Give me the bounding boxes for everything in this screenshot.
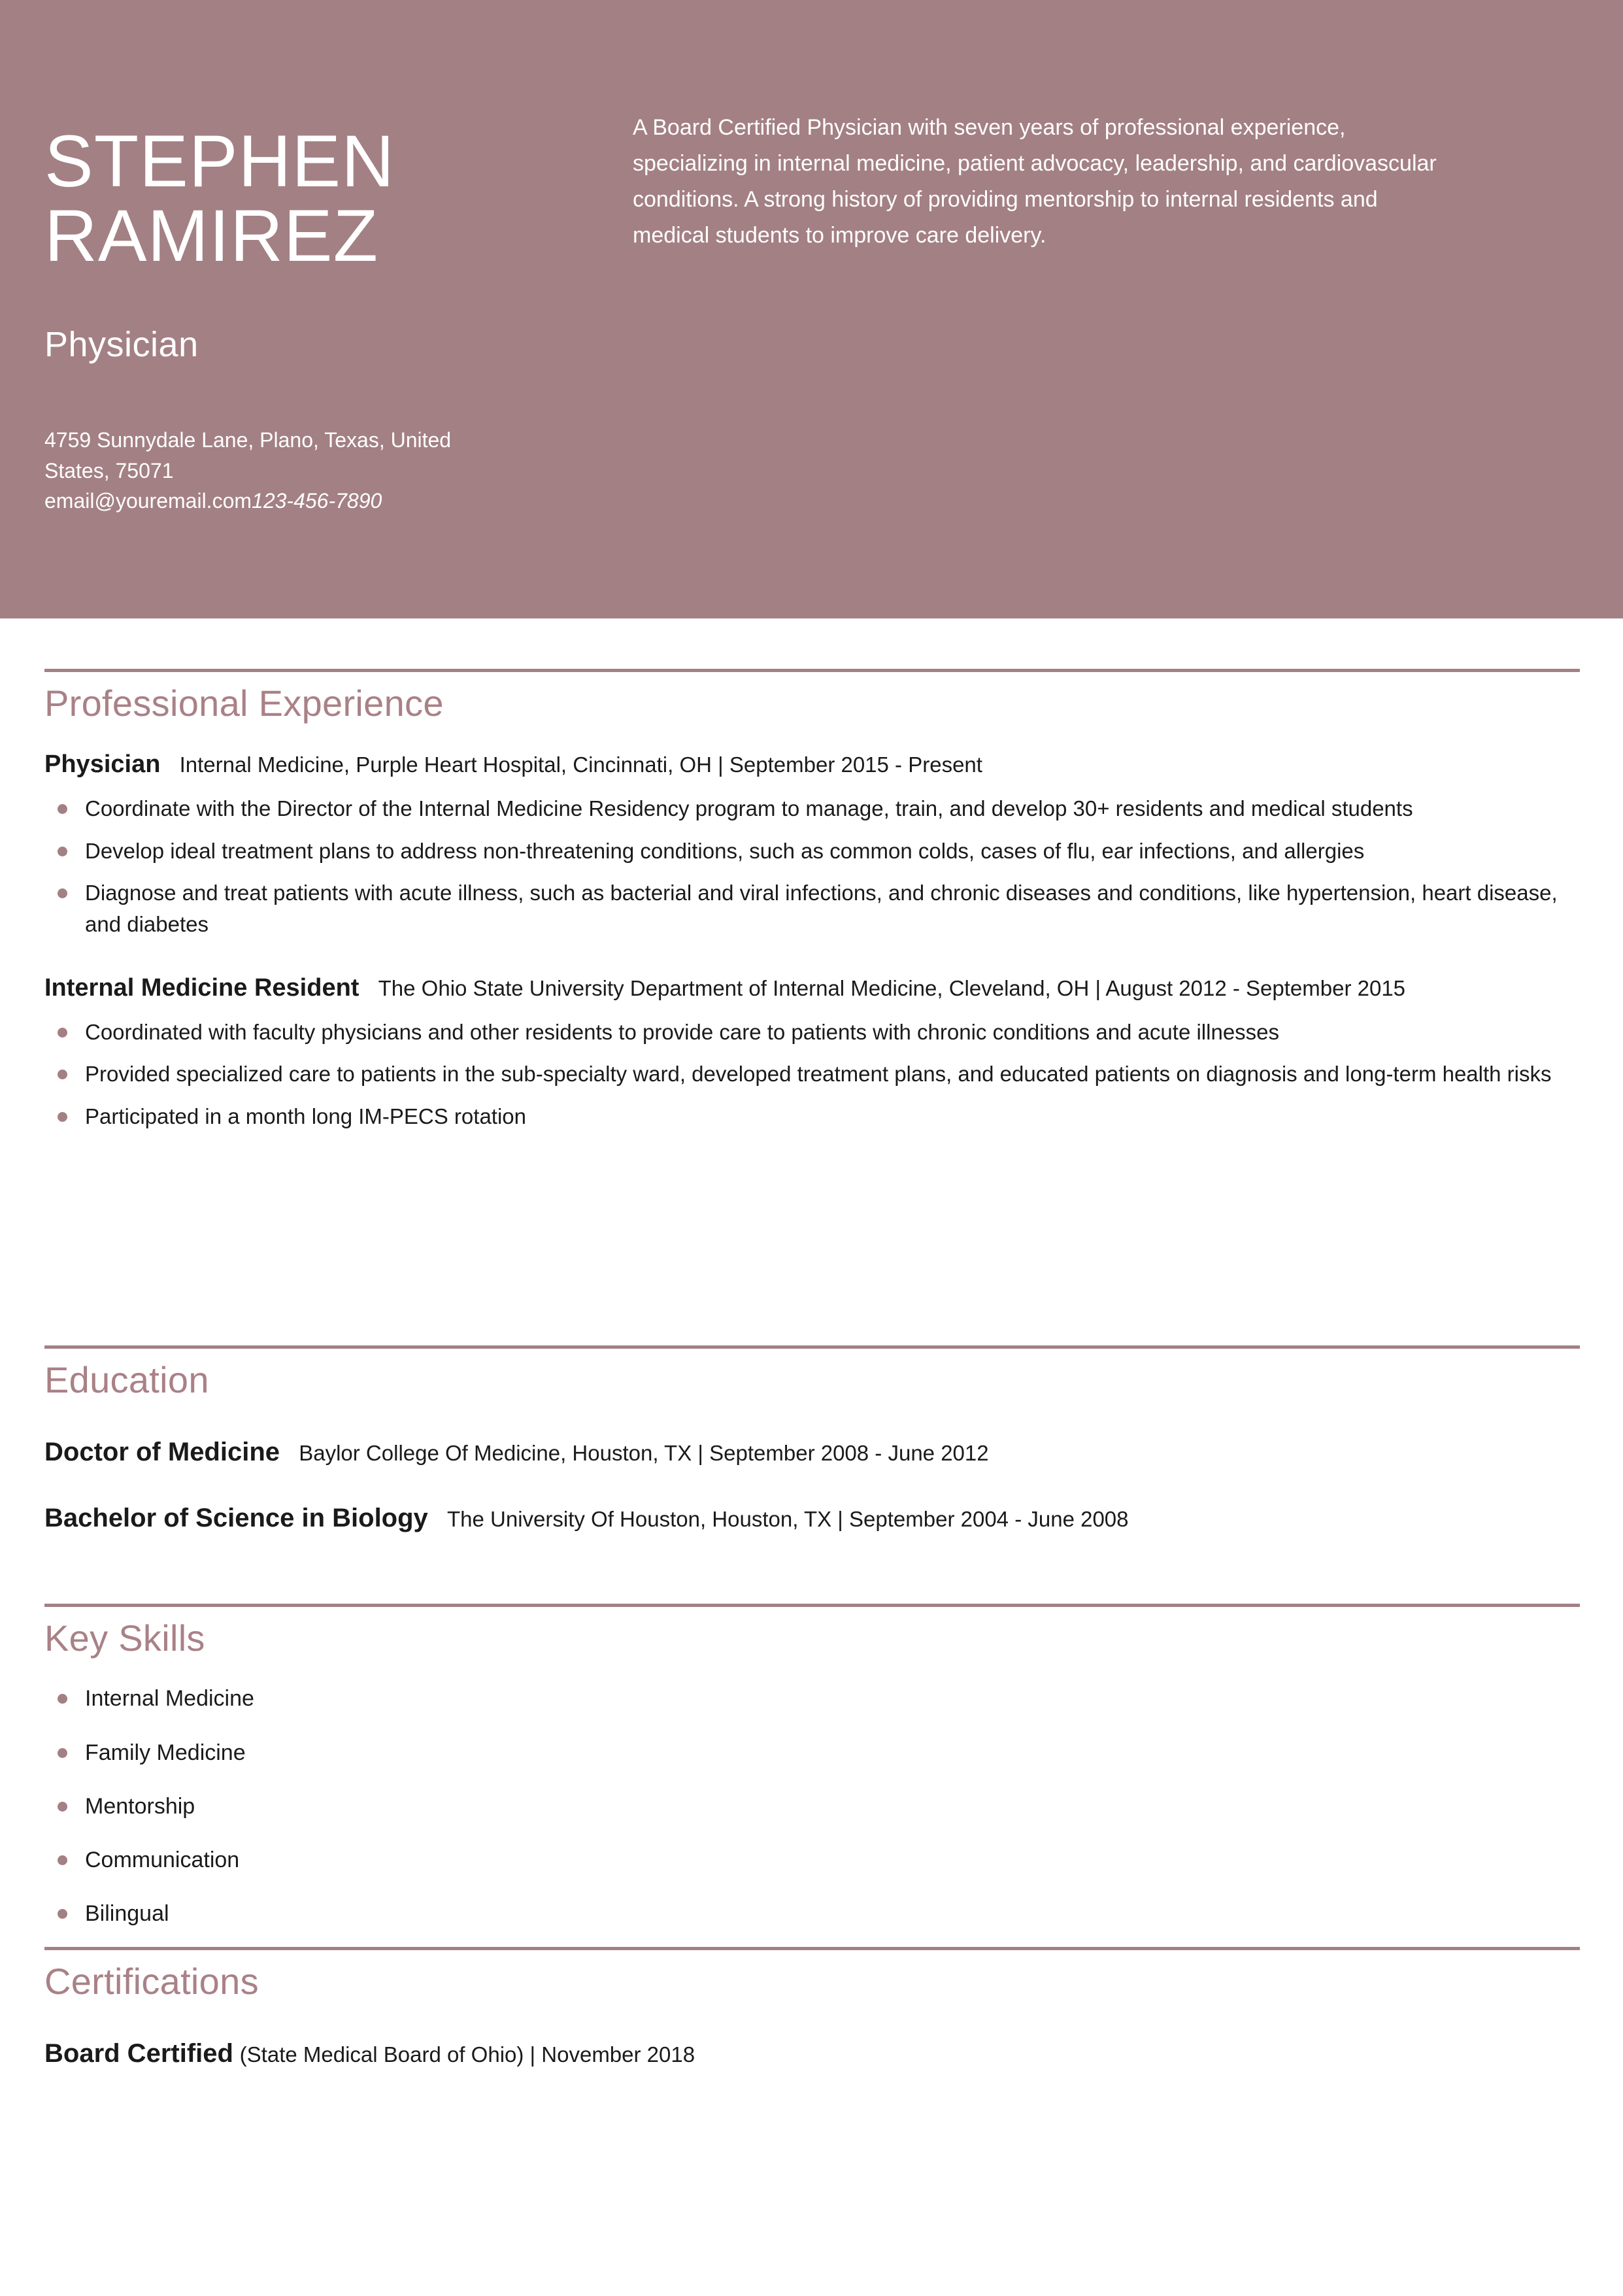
experience-meta: The Ohio State University Department of Internal Medicine, Cleveland, OH | August 2012 - September 2015 [378, 976, 1406, 1001]
experience-role: Internal Medicine Resident [44, 974, 360, 1002]
experience-bullet: Coordinated with faculty physicians and other residents to provide care to patients with chronic conditions and acute illnesses [44, 1017, 1580, 1048]
education-entry [44, 1438, 1580, 1467]
experience-bullet: Coordinate with the Director of the Internal Medicine Residency program to manage, train, and develop 30+ residents and medical students [44, 793, 1580, 824]
skill-item: Communication [44, 1846, 1580, 1874]
contact-block [44, 425, 515, 516]
certification-entry [44, 2039, 1580, 2068]
section-title-education: Education [44, 1359, 209, 1400]
education-entry [44, 1504, 1580, 1533]
first-name: STEPHEN [44, 120, 395, 202]
phone-text[interactable]: 123-456-7890 [252, 489, 382, 513]
section-title-experience: Professional Experience [44, 683, 444, 724]
candidate-job-title: Physician [44, 325, 199, 365]
certification-meta: (State Medical Board of Ohio) | November 2018 [239, 2042, 695, 2067]
summary-line: specializing in internal medicine, patient advocacy, leadership, and cardiovascular [633, 151, 1437, 177]
education-meta: The University Of Houston, Houston, TX | September 2004 - June 2008 [446, 1507, 1129, 1532]
experience-entry [44, 970, 1580, 1132]
summary-line: conditions. A strong history of providing mentorship to internal residents and [633, 187, 1378, 212]
experience-bullet: Participated in a month long IM-PECS rotation [44, 1101, 1580, 1132]
experience-bullet: Diagnose and treat patients with acute illness, such as bacterial and viral infections, and chronic diseases and conditions, like hypertension, heart disease, and diabetes [44, 877, 1580, 940]
experience-entry [44, 747, 1580, 940]
section-title-certifications: Certifications [44, 1961, 259, 2002]
section-divider [44, 1947, 1580, 1950]
header-identity-block [44, 120, 594, 516]
skill-item: Internal Medicine [44, 1684, 1580, 1713]
section-divider [44, 1604, 1580, 1607]
resume-header [0, 0, 1623, 618]
experience-bullet: Develop ideal treatment plans to address non-threatening conditions, such as common colds, cases of flu, ear infections, and allergies [44, 836, 1580, 867]
address-line-2: States, 75071 [44, 458, 174, 482]
experience-entry-header [44, 970, 1580, 1006]
candidate-name [44, 120, 594, 277]
email-text[interactable]: email@youremail.com [44, 489, 252, 513]
last-name: RAMIREZ [44, 195, 378, 277]
skill-item: Mentorship [44, 1792, 1580, 1821]
section-title-key-skills: Key Skills [44, 1617, 205, 1659]
summary-line: A Board Certified Physician with seven years of professional experience, [633, 115, 1346, 140]
skill-item: Bilingual [44, 1899, 1580, 1928]
education-degree: Bachelor of Science in Biology [44, 1504, 428, 1533]
section-divider [44, 1345, 1580, 1349]
experience-role: Physician [44, 751, 161, 779]
email-phone-line [44, 486, 515, 516]
experience-bullet: Provided specialized care to patients in the sub-specialty ward, developed treatment plans, and educated patients on diagnosis and long-term health risks [44, 1058, 1580, 1090]
experience-bullet-list [44, 1017, 1580, 1132]
experience-meta: Internal Medicine, Purple Heart Hospital, Cincinnati, OH | September 2015 - Present [179, 752, 982, 777]
skills-list [44, 1684, 1580, 1928]
section-key-skills [44, 1604, 1580, 1928]
skill-item: Family Medicine [44, 1738, 1580, 1767]
summary-line: medical students to improve care delivery. [633, 223, 1046, 248]
section-professional-experience [44, 669, 1580, 1132]
experience-entry-header [44, 747, 1580, 783]
experience-bullet-list [44, 793, 1580, 940]
professional-summary [633, 110, 1567, 254]
certification-name: Board Certified [44, 2039, 233, 2068]
education-degree: Doctor of Medicine [44, 1438, 280, 1467]
section-education [44, 1345, 1580, 1533]
section-certifications [44, 1947, 1580, 2068]
address-line-1: 4759 Sunnydale Lane, Plano, Texas, United [44, 428, 452, 452]
education-meta: Baylor College Of Medicine, Houston, TX | September 2008 - June 2012 [299, 1441, 989, 1466]
section-divider [44, 669, 1580, 672]
